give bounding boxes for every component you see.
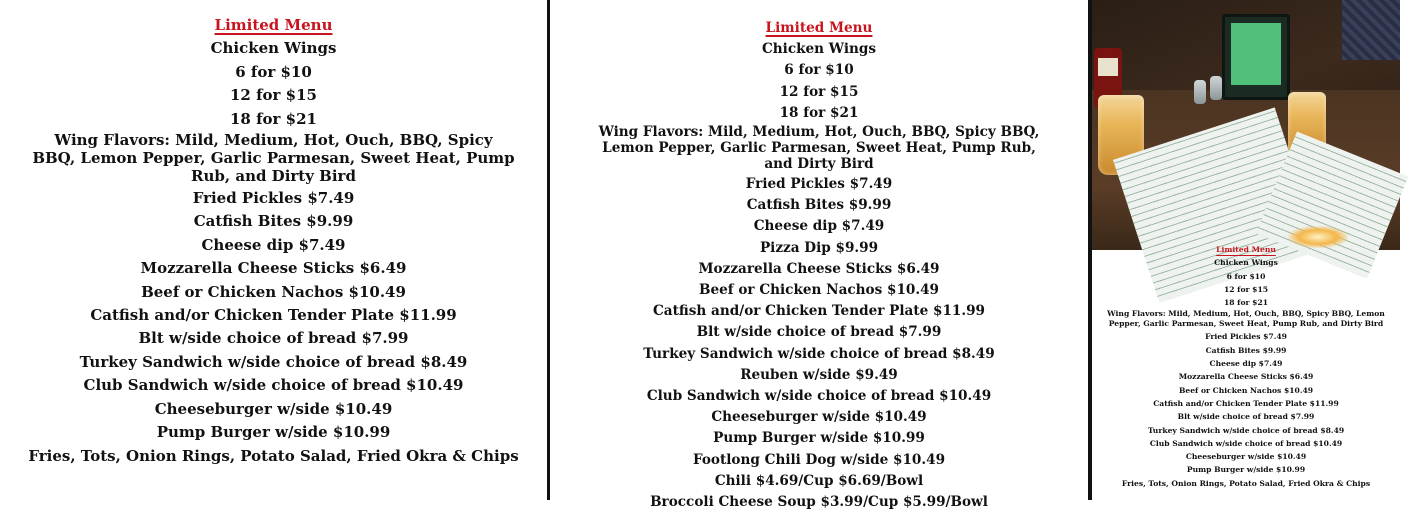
menu-line: 6 for $10: [784, 62, 854, 79]
menu-line: Broccoli Cheese Soup $3.99/Cup $5.99/Bowl: [650, 494, 988, 511]
menu-line: Turkey Sandwich w/side choice of bread $8.49: [79, 352, 468, 371]
menu-line: Club Sandwich w/side choice of bread $10.49: [1149, 438, 1343, 448]
menu-line: Chicken Wings: [210, 39, 337, 58]
menu-line: Pump Burger w/side $10.99: [156, 423, 391, 442]
menu-line: Fried Pickles $7.49: [1205, 332, 1287, 342]
menu-line: Cheeseburger w/side $10.49: [711, 409, 927, 426]
menu-line: Club Sandwich w/side choice of bread $10.49: [646, 388, 992, 405]
middle-menu-panel: [550, 0, 1088, 511]
menu-line: 6 for $10: [1226, 271, 1266, 281]
sauce-bottle-label: [1098, 58, 1118, 76]
menu-line: Club Sandwich w/side choice of bread $10.49: [83, 376, 464, 395]
menu-line: Pizza Dip $9.99: [759, 239, 879, 256]
right-photo-menu-panel: [1092, 0, 1400, 500]
menu-line: Chili $4.69/Cup $6.69/Bowl: [714, 472, 924, 489]
menu-line: Catfish and/or Chicken Tender Plate $11.99: [652, 303, 986, 320]
menu-line: Blt w/side choice of bread $7.99: [138, 329, 409, 348]
menu-line: 18 for $21: [779, 104, 859, 121]
menu-line: Catfish and/or Chicken Tender Plate $11.99: [90, 306, 457, 325]
menu-line: Beef or Chicken Nachos $10.49: [141, 282, 406, 301]
menu-line: Cheese dip $7.49: [753, 218, 885, 235]
menu-line: 12 for $15: [1223, 284, 1269, 294]
menu-line: 6 for $10: [235, 62, 312, 81]
menu-line: Pump Burger w/side $10.99: [713, 430, 925, 447]
menu-line: Beef or Chicken Nachos $10.49: [698, 282, 940, 299]
menu-line: Reuben w/side $9.49: [740, 366, 898, 383]
person-shirt: [1342, 0, 1400, 60]
menu-line: Beef or Chicken Nachos $10.49: [1178, 385, 1314, 395]
menu-line: Cheese dip $7.49: [1209, 359, 1283, 369]
menu-line: Turkey Sandwich w/side choice of bread $8.49: [643, 345, 995, 362]
wing-flavors-line: Wing Flavors: Mild, Medium, Hot, Ouch, BBQ, Spicy BBQ, Lemon Pepper, Garlic Parmesan, Sweet Heat, Pump Rub, and Dirty Bird: [32, 131, 515, 186]
menu-line: Catfish and/or Chicken Tender Plate $11.99: [1153, 398, 1339, 408]
menu-line: Blt w/side choice of bread $7.99: [696, 324, 942, 341]
menu-heading: Limited Menu: [1216, 245, 1276, 254]
menu-line: Blt w/side choice of bread $7.99: [1177, 412, 1315, 422]
menu-line: Pump Burger w/side $10.99: [1186, 465, 1306, 475]
wing-flavors-line: Wing Flavors: Mild, Medium, Hot, Ouch, BBQ, Spicy BBQ, Lemon Pepper, Garlic Parmesan, Sweet Heat, Pump Rub, and Dirty Bird: [1107, 309, 1385, 329]
menu-line: Mozzarella Cheese Sticks $6.49: [698, 260, 940, 277]
menu-line: Footlong Chili Dog w/side $10.49: [692, 451, 946, 468]
right-menu-text: [1092, 243, 1400, 490]
menu-line: Cheeseburger w/side $10.49: [154, 399, 393, 418]
menu-line: Chicken Wings: [761, 41, 877, 58]
menu-line: 18 for $21: [230, 109, 317, 128]
menu-heading: Limited Menu: [765, 20, 873, 36]
menu-line: Fries, Tots, Onion Rings, Potato Salad, Fried Okra & Chips: [28, 446, 519, 465]
left-menu-text: [0, 14, 547, 468]
menu-line: Catfish Bites $9.99: [1205, 345, 1287, 355]
menu-line: Mozzarella Cheese Sticks $6.49: [140, 259, 407, 278]
menu-line: Turkey Sandwich w/side choice of bread $8.49: [1147, 425, 1345, 435]
menu-line: Catfish Bites $9.99: [193, 212, 354, 231]
restaurant-table-photo: [1092, 0, 1400, 248]
middle-menu-text: [550, 18, 1088, 513]
salt-shaker: [1210, 76, 1222, 100]
menu-line: 12 for $15: [779, 83, 859, 100]
wing-flavors-line: Wing Flavors: Mild, Medium, Hot, Ouch, BBQ, Spicy BBQ, Lemon Pepper, Garlic Parmesan, Sweet Heat, Pump Rub, and Dirty Bird: [598, 124, 1040, 173]
menu-holder-card: [1231, 23, 1281, 85]
menu-line: Cheese dip $7.49: [201, 235, 346, 254]
menu-holder: [1222, 14, 1290, 100]
menu-line: Fries, Tots, Onion Rings, Potato Salad, Fried Okra & Chips: [1121, 478, 1371, 488]
menu-heading: Limited Menu: [214, 16, 333, 34]
menu-line: Catfish Bites $9.99: [746, 197, 892, 214]
menu-line: Fried Pickles $7.49: [745, 176, 893, 193]
menu-line: 18 for $21: [1223, 298, 1269, 308]
left-menu-panel: [0, 0, 547, 500]
pepper-shaker: [1194, 80, 1206, 104]
menu-line: Mozzarella Cheese Sticks $6.49: [1178, 372, 1314, 382]
menu-line: Fried Pickles $7.49: [192, 189, 355, 208]
menu-line: Cheeseburger w/side $10.49: [1185, 452, 1307, 462]
menu-line: 12 for $15: [230, 86, 317, 105]
menu-line: Chicken Wings: [1214, 258, 1278, 268]
